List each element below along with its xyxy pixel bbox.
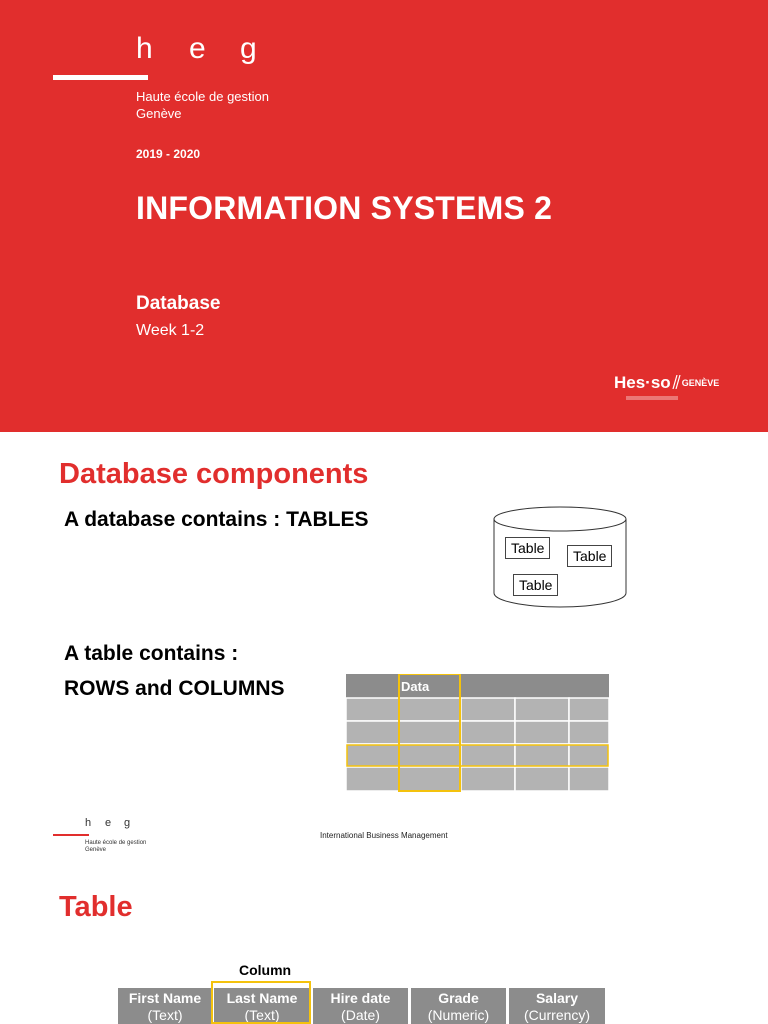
field-header bbox=[313, 988, 408, 1024]
heg-logo-letter-h: h bbox=[136, 32, 153, 65]
heg-logo-letter-g: g bbox=[240, 32, 257, 65]
table-contains-line1: A table contains : bbox=[64, 642, 239, 665]
column-label: Column bbox=[239, 962, 292, 978]
database-components-slide bbox=[0, 432, 768, 864]
rows-columns-grid bbox=[346, 674, 610, 794]
course-title: INFORMATION SYSTEMS 2 bbox=[136, 190, 553, 226]
table-contains-text bbox=[64, 636, 285, 706]
field-header bbox=[411, 988, 506, 1024]
hesso-logo-suffix: GENÈVE bbox=[681, 378, 720, 388]
field-header bbox=[118, 988, 212, 1024]
footer-program-name: International Business Management bbox=[320, 831, 448, 840]
cylinder-table-box: Table bbox=[513, 574, 558, 596]
field-name: Hire date bbox=[330, 990, 391, 1006]
footer-logo-letter-h: h bbox=[85, 817, 92, 829]
hesso-logo-main: Hes·so bbox=[614, 373, 671, 392]
field-type: (Date) bbox=[341, 1007, 380, 1023]
title-slide bbox=[0, 0, 768, 432]
cylinder-table-box: Table bbox=[567, 545, 612, 567]
footer-logo-bar bbox=[53, 834, 89, 836]
footer-school-line2: Genève bbox=[85, 847, 107, 853]
school-name-line2: Genève bbox=[136, 106, 182, 121]
week-label: Week 1-2 bbox=[136, 322, 205, 339]
field-name: Salary bbox=[535, 990, 579, 1006]
database-contains-text: A database contains : TABLES bbox=[64, 508, 369, 531]
hesso-logo-subline-graphic bbox=[626, 394, 678, 402]
heg-logo-bar bbox=[53, 75, 148, 80]
slide-title: Table bbox=[59, 891, 133, 923]
hesso-logo bbox=[614, 373, 719, 393]
field-type: (Text) bbox=[147, 1007, 183, 1023]
footer-school-line1: Haute école de gestion bbox=[85, 840, 147, 846]
field-header bbox=[509, 988, 605, 1024]
field-name: Last Name bbox=[226, 990, 298, 1006]
footer-logo-letter-e: e bbox=[105, 817, 112, 829]
field-name: Grade bbox=[438, 990, 479, 1006]
table-contains-line2: ROWS and COLUMNS bbox=[64, 677, 285, 700]
field-type: (Currency) bbox=[523, 1007, 591, 1023]
subject-title: Database bbox=[136, 293, 221, 314]
slide-title: Database components bbox=[59, 458, 369, 490]
field-type: (Text) bbox=[244, 1007, 280, 1023]
school-name-line1: Haute école de gestion bbox=[136, 89, 269, 104]
field-type: (Numeric) bbox=[427, 1007, 490, 1023]
grid-header-row bbox=[346, 674, 609, 698]
cylinder-table-box: Table bbox=[505, 537, 550, 559]
field-name: First Name bbox=[128, 990, 202, 1006]
footer-logo-letter-g: g bbox=[124, 817, 131, 829]
table-slide bbox=[0, 864, 768, 1024]
column-highlight bbox=[211, 981, 311, 1024]
grid-header-label: Data bbox=[401, 679, 430, 694]
heg-logo-letter-e: e bbox=[189, 32, 206, 65]
hesso-slash-icon bbox=[671, 375, 681, 389]
academic-years: 2019 - 2020 bbox=[136, 147, 201, 161]
